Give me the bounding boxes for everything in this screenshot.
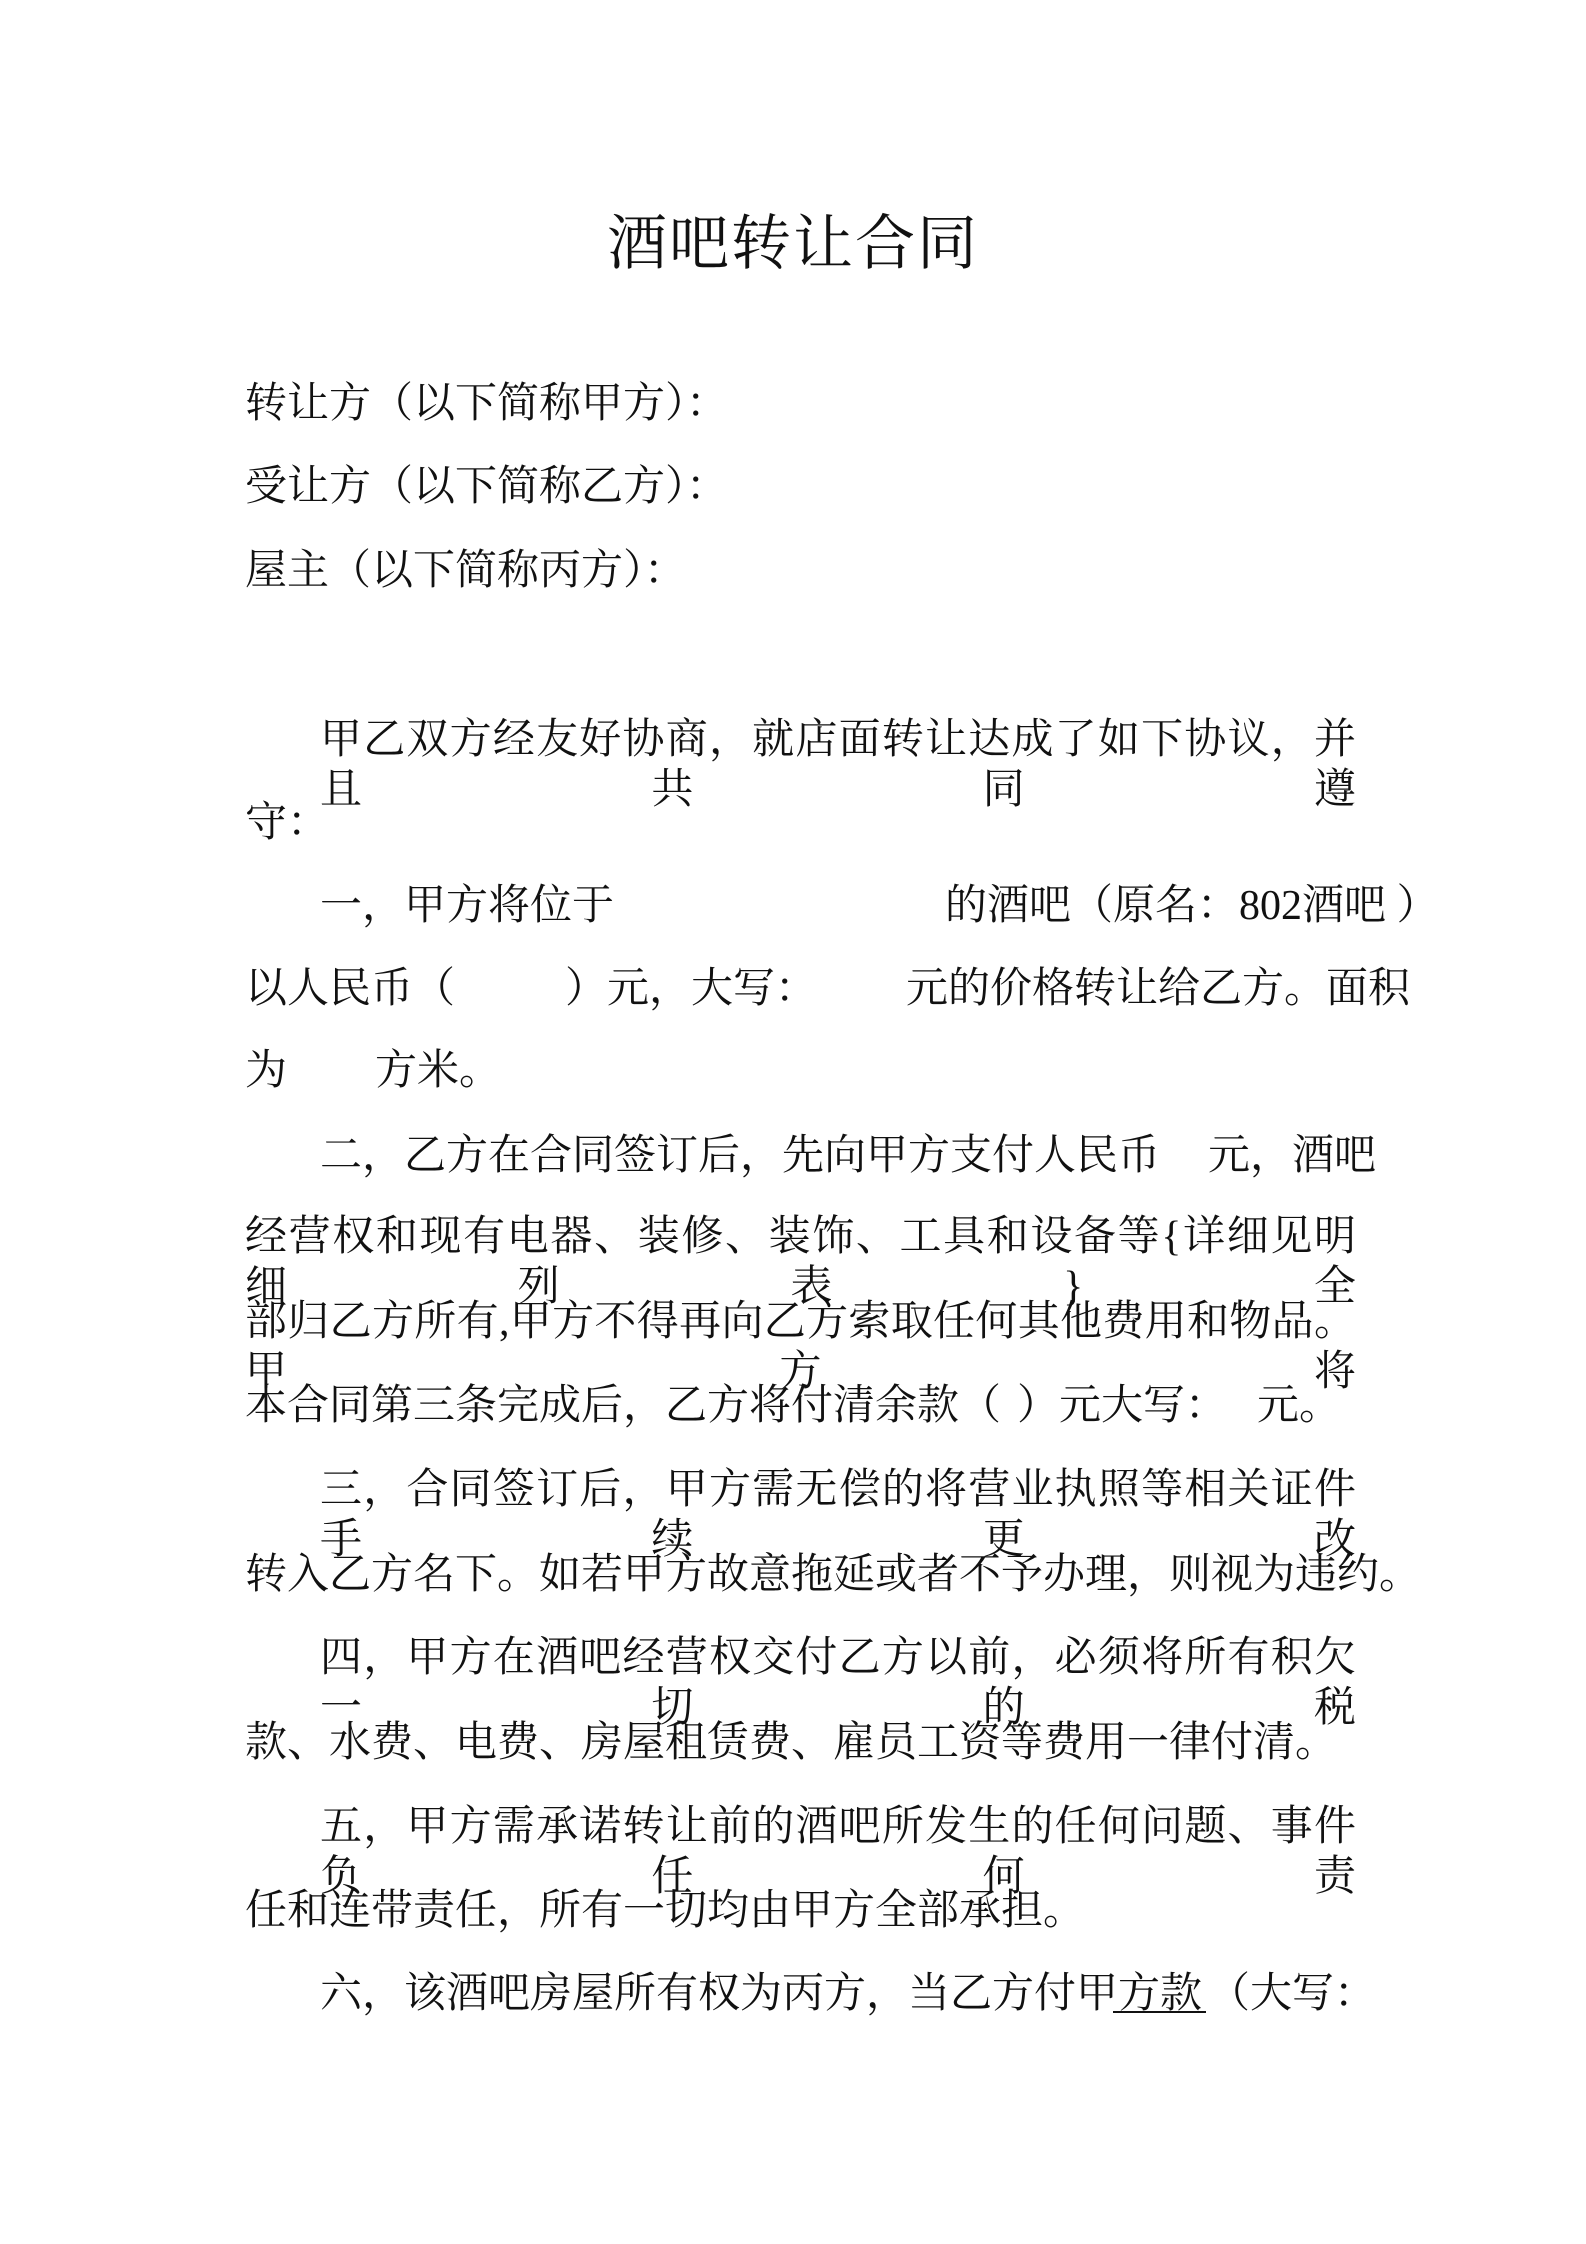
clause-5-line-1: 五，甲方需承诺转让前的酒吧所发生的任何问题、事件负任何责 — [320, 1804, 1356, 1900]
clause-1-text: 以人民币（ — [245, 966, 456, 1012]
clause-2-text: 二，乙方在合同签订后，先向甲方支付人民币 — [320, 1133, 1161, 1179]
clause-2-line-1 — [0, 1131, 1586, 1181]
clause-4-line-2: 款、水费、电费、房屋租赁费、雇员工资等费用一律付清。 — [245, 1720, 1338, 1766]
clause-2-line-3: 部归乙方所有,甲方不得再向乙方索取任何其他费用和物品。甲方将 — [245, 1299, 1356, 1395]
clause-2-line-2: 经营权和现有电器、装修、装饰、工具和设备等{详细见明细列表}全 — [245, 1214, 1356, 1310]
clause-5-line-2: 任和连带责任，所有一切均由甲方全部承担。 — [245, 1888, 1086, 1934]
clause-2-text: 元。 — [1257, 1383, 1342, 1429]
intro-line-1: 甲乙双方经友好协商，就店面转让达成了如下协议，并且共同遵 — [320, 717, 1356, 813]
party-transferee: 受让方（以下简称乙方）： — [245, 464, 729, 510]
clause-1-text: 为 — [245, 1048, 288, 1094]
clause-6-line-1 — [0, 1969, 1586, 2019]
intro-line-2: 守： — [245, 800, 330, 846]
clause-1-text: ）元，大写： — [565, 966, 818, 1012]
clause-2-text: ）元大写： — [1017, 1383, 1228, 1429]
document-title: 酒吧转让合同 — [607, 211, 979, 277]
clause-1-line-2 — [0, 964, 1586, 1014]
clause-2-text: 元，酒吧 — [1208, 1133, 1377, 1179]
clause-2-text: 本合同第三条完成后，乙方将付清余款（ — [245, 1383, 1002, 1429]
clause-1-line-1 — [0, 881, 1586, 931]
clause-3-line-1: 三，合同签订后，甲方需无偿的将营业执照等相关证件手续更改 — [320, 1467, 1356, 1563]
party-landlord: 屋主（以下简称丙方）： — [245, 548, 687, 594]
clause-6-text: （大写： — [1208, 1971, 1377, 2017]
clause-1-text: 一，甲方将位于 — [320, 883, 615, 929]
clause-3-line-2: 转入乙方名下。如若甲方故意拖延或者不予办理，则视为违约。 — [245, 1552, 1422, 1598]
clause-2-line-4 — [0, 1381, 1586, 1431]
clause-1-text: 方米。 — [375, 1048, 502, 1094]
clause-1-text: 元的价格转让给乙方。面积 — [906, 966, 1411, 1012]
clause-6-text: 六，该酒吧房屋所有权为丙方，当乙方付甲方款 — [320, 1971, 1203, 2017]
amount-blank-underline — [1113, 2011, 1206, 2013]
clause-1-text: 的酒吧（原名：802酒吧 ） — [945, 883, 1439, 929]
clause-4-line-1: 四，甲方在酒吧经营权交付乙方以前，必须将所有积欠一切的税 — [320, 1635, 1356, 1731]
party-transferor: 转让方（以下简称甲方）： — [245, 381, 729, 427]
clause-1-line-3 — [0, 1046, 1586, 1096]
